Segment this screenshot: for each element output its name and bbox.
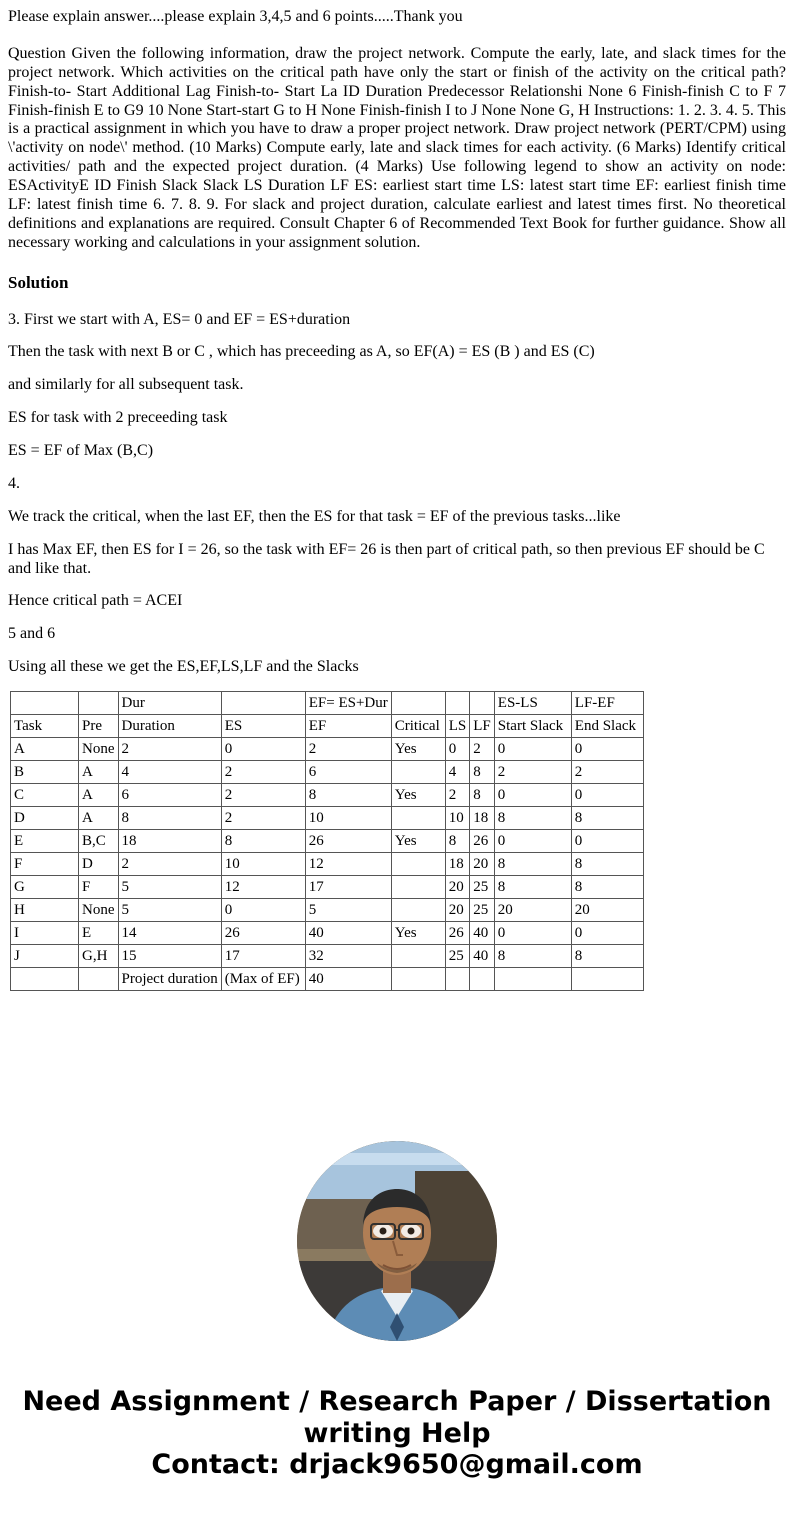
table-cell: 2 xyxy=(494,761,571,784)
table-cell: 25 xyxy=(470,899,495,922)
table-cell: Yes xyxy=(391,784,445,807)
table-cell: 26 xyxy=(221,922,305,945)
intro-text: Please explain answer....please explain 3,4,5 and 6 points.....Thank you xyxy=(8,8,463,25)
table-cell: H xyxy=(11,899,79,922)
table-cell: 2 xyxy=(118,853,221,876)
table-cell: D xyxy=(11,807,79,830)
promo-block xyxy=(8,1387,786,1480)
table-cell: 10 xyxy=(305,807,391,830)
table-cell xyxy=(494,968,571,991)
table-cell: 8 xyxy=(494,876,571,899)
table-cell: J xyxy=(11,945,79,968)
table-cell: G,H xyxy=(79,945,119,968)
table-cell xyxy=(391,853,445,876)
table-cell: 25 xyxy=(445,945,470,968)
table-cell xyxy=(445,968,470,991)
table-header-row-2 xyxy=(11,715,644,738)
table-cell: 15 xyxy=(118,945,221,968)
author-photo-block xyxy=(8,1141,786,1341)
table-cell: End Slack xyxy=(571,715,643,738)
table-cell: ES-LS xyxy=(494,692,571,715)
solution-paragraph: 3. First we start with A, ES= 0 and EF = ES+duration xyxy=(8,310,351,328)
table-cell xyxy=(79,692,119,715)
table-cell: 20 xyxy=(571,899,643,922)
table-cell: 17 xyxy=(305,876,391,899)
table-cell: 32 xyxy=(305,945,391,968)
table-cell: 20 xyxy=(494,899,571,922)
table-cell: 40 xyxy=(470,922,495,945)
table-cell: Yes xyxy=(391,922,445,945)
table-cell: 8 xyxy=(494,807,571,830)
table-cell: 40 xyxy=(305,922,391,945)
table-cell: 25 xyxy=(470,876,495,899)
table-cell: 5 xyxy=(118,876,221,899)
table-cell: 2 xyxy=(470,738,495,761)
table-cell: 0 xyxy=(571,784,643,807)
table-cell: 2 xyxy=(221,784,305,807)
table-cell: 8 xyxy=(118,807,221,830)
table-cell: A xyxy=(79,761,119,784)
table-cell xyxy=(445,692,470,715)
table-cell: Pre xyxy=(79,715,119,738)
table-cell: 10 xyxy=(445,807,470,830)
solution-paragraph: and similarly for all subsequent task. xyxy=(8,376,244,394)
table-cell xyxy=(79,968,119,991)
table-cell: LF xyxy=(470,715,495,738)
table-cell: 0 xyxy=(494,830,571,853)
table-cell: A xyxy=(79,807,119,830)
promo-contact: Contact: drjack9650@gmail.com xyxy=(151,1448,643,1480)
table-row xyxy=(11,784,644,807)
table-cell xyxy=(391,692,445,715)
solution-paragraph: ES = EF of Max (B,C) xyxy=(8,442,154,460)
table-cell: 2 xyxy=(571,761,643,784)
table-row-summary xyxy=(11,968,644,991)
table-cell: 8 xyxy=(571,853,643,876)
table-cell: 12 xyxy=(221,876,305,899)
table-cell: A xyxy=(11,738,79,761)
table-cell: 12 xyxy=(305,853,391,876)
table-cell: 10 xyxy=(221,853,305,876)
table-row xyxy=(11,922,644,945)
table-cell: 0 xyxy=(221,899,305,922)
table-cell: 26 xyxy=(470,830,495,853)
table-cell: Yes xyxy=(391,830,445,853)
solution-paragraph: 5 and 6 xyxy=(8,625,56,643)
promo-line-1: Need Assignment / Research Paper / Dissertation xyxy=(22,1386,772,1418)
table-cell: (Max of EF) xyxy=(221,968,305,991)
table-cell: 0 xyxy=(494,738,571,761)
table-cell: 2 xyxy=(118,738,221,761)
table-row xyxy=(11,945,644,968)
table-cell: Yes xyxy=(391,738,445,761)
table-cell: 8 xyxy=(470,784,495,807)
solution-paragraph: I has Max EF, then ES for I = 26, so the task with EF= 26 is then part of critical path, so then previous EF should be C and like that. xyxy=(8,540,765,577)
avatar xyxy=(297,1141,497,1341)
promo-line-2: writing Help xyxy=(303,1418,491,1450)
table-cell: 26 xyxy=(305,830,391,853)
table-cell: 0 xyxy=(571,830,643,853)
table-cell: 2 xyxy=(445,784,470,807)
table-cell: 6 xyxy=(305,761,391,784)
table-cell: Dur xyxy=(118,692,221,715)
table-cell: Duration xyxy=(118,715,221,738)
table-cell: LS xyxy=(445,715,470,738)
table-cell: E xyxy=(79,922,119,945)
table-cell: Start Slack xyxy=(494,715,571,738)
table-cell xyxy=(470,692,495,715)
table-cell: B,C xyxy=(79,830,119,853)
table-cell: 8 xyxy=(305,784,391,807)
table-cell: 8 xyxy=(445,830,470,853)
table-cell: 5 xyxy=(118,899,221,922)
table-cell: E xyxy=(11,830,79,853)
table-cell xyxy=(470,968,495,991)
table-cell: 18 xyxy=(445,853,470,876)
table-row xyxy=(11,738,644,761)
table-cell: 0 xyxy=(445,738,470,761)
solution-paragraph: Hence critical path = ACEI xyxy=(8,592,183,610)
table-cell: 6 xyxy=(118,784,221,807)
table-cell: 0 xyxy=(571,738,643,761)
table-cell xyxy=(391,968,445,991)
table-cell: D xyxy=(79,853,119,876)
table-cell: Project duration xyxy=(118,968,221,991)
table-row xyxy=(11,853,644,876)
table-cell: 0 xyxy=(221,738,305,761)
table-cell: B xyxy=(11,761,79,784)
solution-paragraph: ES for task with 2 preceeding task xyxy=(8,409,228,427)
table-cell: G xyxy=(11,876,79,899)
table-cell: 26 xyxy=(445,922,470,945)
table-cell: I xyxy=(11,922,79,945)
solution-paragraph: Using all these we get the ES,EF,LS,LF and the Slacks xyxy=(8,658,359,676)
table-cell: A xyxy=(79,784,119,807)
table-cell: 5 xyxy=(305,899,391,922)
table-cell: None xyxy=(79,738,119,761)
table-cell: 0 xyxy=(494,784,571,807)
table-cell: F xyxy=(11,853,79,876)
table-cell: EF= ES+Dur xyxy=(305,692,391,715)
table-cell: 2 xyxy=(221,807,305,830)
solution-heading: Solution xyxy=(8,272,69,292)
table-cell: C xyxy=(11,784,79,807)
table-cell: 18 xyxy=(470,807,495,830)
solution-paragraph: 4. xyxy=(8,474,20,492)
table-cell: 40 xyxy=(470,945,495,968)
table-cell: 8 xyxy=(571,876,643,899)
table-cell xyxy=(221,692,305,715)
table-cell xyxy=(391,807,445,830)
schedule-table xyxy=(10,691,644,991)
table-cell xyxy=(11,968,79,991)
table-cell: 14 xyxy=(118,922,221,945)
table-cell: F xyxy=(79,876,119,899)
avatar-image xyxy=(297,1141,497,1341)
table-cell: 18 xyxy=(118,830,221,853)
table-cell: 8 xyxy=(571,945,643,968)
table-cell: None xyxy=(79,899,119,922)
table-cell: EF xyxy=(305,715,391,738)
table-cell: 2 xyxy=(221,761,305,784)
table-cell: Critical xyxy=(391,715,445,738)
table-cell: Task xyxy=(11,715,79,738)
table-cell: LF-EF xyxy=(571,692,643,715)
table-row xyxy=(11,899,644,922)
table-row xyxy=(11,761,644,784)
table-cell: 20 xyxy=(470,853,495,876)
table-cell: ES xyxy=(221,715,305,738)
table-cell: 0 xyxy=(494,922,571,945)
table-cell xyxy=(391,876,445,899)
table-row xyxy=(11,807,644,830)
table-cell: 0 xyxy=(571,922,643,945)
table-header-row-1 xyxy=(11,692,644,715)
table-cell xyxy=(391,899,445,922)
table-cell: 20 xyxy=(445,876,470,899)
table-row xyxy=(11,876,644,899)
solution-paragraph: Then the task with next B or C , which has preceeding as A, so EF(A) = ES (B ) and ES (C) xyxy=(8,343,595,361)
table-cell xyxy=(391,761,445,784)
table-cell: 8 xyxy=(494,853,571,876)
table-cell: 8 xyxy=(470,761,495,784)
question-text: Question Given the following information, draw the project network. Compute the early, late, and slack times for the project network. Which activities on the critical path have only the start or finish of the activity on the critical path? Finish-to- Start Additional Lag Finish-to- Start La ID Duration Predecessor Relationshi None 6 Finish-finish C to F 7 Finish-finish E to G9 10 None Start-start G to H None Finish-finish I to J None None G, H Instructions: 1. 2. 3. 4. 5. This is a practical assignment in which you have to draw a proper project network. Draw project network (PERT/CPM) using \'activity on node\' method. (10 Marks) Compute early, late and slack times for each activity. (6 Marks) Identify critical activities/ path and the expected project duration. (4 Marks) Use following legend to show an activity on node: ESActivityE ID Finish Slack Slack LS Duration LF ES: earliest start time LS: latest start time EF: earliest finish time LF: latest finish time 6. 7. 8. 9. For slack and project duration, calculate earliest and latest times first. No theoretical definitions and explanations are required. Consult Chapter 6 of Recommended Text Book for further guidance. Show all necessary working and calculations in your assignment solution. xyxy=(8,44,786,251)
table-cell: 8 xyxy=(494,945,571,968)
bottom-spacer xyxy=(8,1480,786,1520)
table-cell: 8 xyxy=(571,807,643,830)
table-cell: 20 xyxy=(445,899,470,922)
table-cell: 40 xyxy=(305,968,391,991)
table-row xyxy=(11,830,644,853)
table-cell xyxy=(391,945,445,968)
table-cell: 2 xyxy=(305,738,391,761)
table-cell: 8 xyxy=(221,830,305,853)
table-cell: 17 xyxy=(221,945,305,968)
table-cell: 4 xyxy=(118,761,221,784)
solution-paragraph: We track the critical, when the last EF, then the ES for that task = EF of the previous tasks...like xyxy=(8,507,621,525)
table-cell xyxy=(11,692,79,715)
table-cell xyxy=(571,968,643,991)
table-cell: 4 xyxy=(445,761,470,784)
